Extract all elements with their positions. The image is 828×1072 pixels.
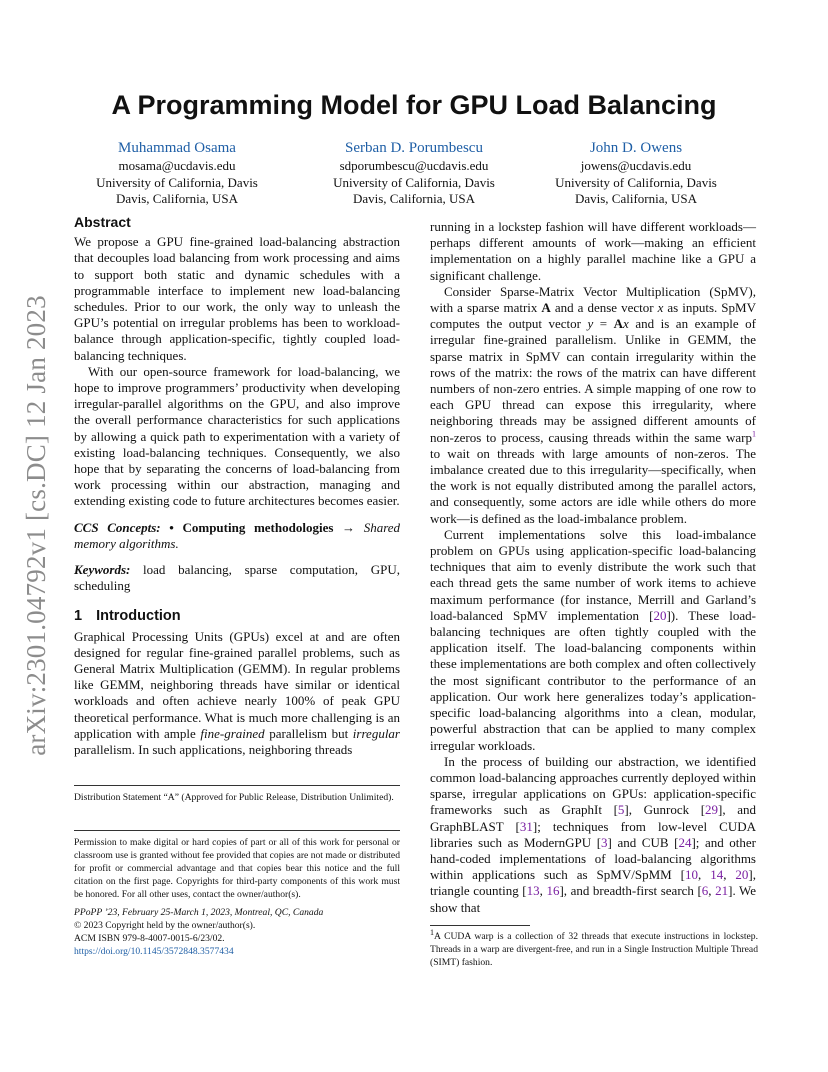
warp-footnote-text: [430, 927, 758, 969]
text-run: parallelism but: [264, 725, 353, 741]
text-run: ] and CUB [: [607, 834, 679, 850]
keywords-text: load balancing, sparse computation, GPU, scheduling: [74, 562, 400, 594]
footnote-number: 1: [430, 927, 434, 937]
conference-info: PPoPP ’23, February 25-March 1, 2023, Montreal, QC, Canada: [74, 907, 324, 918]
distribution-footnote: [74, 785, 400, 804]
ccs-label: CCS Concepts:: [74, 519, 161, 535]
section-number: 1: [74, 608, 83, 625]
intro-paragraph-1-part-2: running in a lockstep fashion will have different workloads—perhaps different amounts of work—making an efficient implementation on a highly parallel machine like a GPU a significant challenge.: [430, 219, 756, 283]
citation-link[interactable]: 20: [653, 607, 667, 623]
doi-link[interactable]: https://doi.org/10.1145/3572848.3577434: [74, 946, 234, 957]
citation-link[interactable]: 16: [546, 883, 560, 899]
arxiv-identifier-stamp: [4, 290, 68, 760]
text-run: ,: [723, 867, 736, 883]
abstract-paragraph-2: With our open-source framework for load-balancing, we hope to improve programmers’ productivity when developing irregular-parallel algorithms on the GPU, and also improve the overall performance characteristics for such applications by allowing a quick path to experimentation with a variety of existing load-balancing techniques. Consequently, we also hope that by separating the concerns of load-balancing from work processing within our abstraction, managing and extending existing code to future architectures becomes easier.: [74, 363, 400, 509]
warp-footnote: [430, 925, 758, 969]
paper-title: A Programming Model for GPU Load Balancing: [111, 90, 717, 120]
text-run: ]; techniques from low-level CUDA libraries such as ModernGPU [: [430, 818, 756, 850]
citation-link[interactable]: 21: [715, 883, 729, 899]
author-2: [299, 139, 529, 208]
distribution-statement: Distribution Statement “A” (Approved for Public Release, Distribution Unlimited).: [74, 792, 394, 803]
left-column: [74, 214, 400, 758]
permission-text: Permission to make digital or hard copies of part or all of this work for personal or classroom use is granted without fee provided that copies are not made or distributed for profit or commercial advantage and that copies bear this notice and the full citation on the first page. Copyrights for third-party components of this work must be honored. For all other uses, contact the owner/author(s).: [74, 837, 400, 900]
text-run: and is an example of irregular fine-grained parallelism. Unlike in GEMM, the sparse matrix in SpMV can contain irregularity within the rows of the matrix: the rows of the matrix can have different numbers of non-zero entries. A simple mapping of one row to each GPU thread can expose this irregularity, where neighboring threads may be assigned different amounts of non-zeros to process, causing threads within the same warp: [430, 316, 756, 445]
author-location: Davis, California, USA: [574, 191, 698, 206]
citation-link[interactable]: 20: [735, 867, 749, 883]
right-column: [430, 219, 756, 916]
keywords-label: Keywords:: [74, 562, 131, 578]
footnote-body: A CUDA warp is a collection of 32 threads that execute instructions in lockstep. Threads in a warp are divergent-free, and run in a Single Instruction Multiple Thread (SIMT) fashion.: [430, 931, 758, 968]
text-run: ,: [697, 867, 711, 883]
emphasis: fine-grained: [200, 725, 265, 741]
author-email: mosama@ucdavis.edu: [118, 158, 236, 173]
author-affiliation: University of California, Davis: [333, 174, 495, 190]
ccs-subterm: Shared memory algorithms.: [74, 519, 401, 551]
citation-link[interactable]: 6: [701, 883, 709, 899]
author-1: [62, 139, 292, 208]
author-email: sdporumbescu@ucdavis.edu: [339, 158, 489, 173]
text-run: ,: [708, 883, 716, 899]
isbn-line: ACM ISBN 979-8-4007-0015-6/23/02.: [74, 933, 225, 944]
text-run: ], and breadth-first search [: [559, 883, 702, 899]
doi-line[interactable]: [74, 945, 400, 958]
text-run: ], triangle counting [: [430, 867, 757, 899]
text-run: Graphical Processing Units (GPUs) excel at and are often designed for regular fine-grained parallel problems, such as General Matrix Multiplication (GEMM). In regular problems like GEMM, neighboring threads have similar or identical workloads and often achieve nearly 100% of peak GPU theoretical performance. What is much more challenging is an application with ample: [74, 628, 400, 741]
text-run: ,: [539, 883, 547, 899]
ccs-arrow: →: [342, 519, 356, 535]
text-run: as inputs. SpMV computes the output vector: [430, 300, 756, 332]
emphasis: irregular: [352, 725, 400, 741]
text-run: and a dense vector: [550, 300, 658, 316]
citation-link[interactable]: 31: [519, 818, 533, 834]
text-run: ]. We show that: [430, 883, 757, 915]
author-email: jowens@ucdavis.edu: [580, 158, 692, 173]
ccs-term: Computing methodologies: [182, 519, 334, 535]
permission-block: [74, 830, 400, 958]
citation-link[interactable]: 3: [601, 834, 608, 850]
author-name: Muhammad Osama: [118, 140, 236, 156]
text-run: Consider Sparse-Matrix Vector Multiplication (SpMV), with a sparse matrix: [430, 283, 756, 316]
text-run: Current implementations solve this load-imbalance problem on GPUs using application-specific load-balancing techniques that aim to evenly distribute the work such that each thread gets the same number of work items to achieve maximum performance (for instance, Merrill and Garland’s load-balanced SpMV implementation [: [430, 526, 756, 623]
text-run: ], and GraphBLAST [: [430, 802, 756, 834]
citation-link[interactable]: 5: [617, 802, 625, 818]
matrix-symbol: A: [541, 300, 551, 316]
section-title: Introduction: [96, 608, 181, 625]
output-symbol: y: [587, 316, 594, 332]
author-affiliation: University of California, Davis: [96, 174, 258, 190]
abstract-paragraph-1: We propose a GPU fine-grained load-balancing abstraction that decouples load balancing from work processing and aims to support both static and dynamic schedules with a programmable interface to implement new load-balancing schedules. Prior to our work, the only way to unleash the GPU’s potential on irregular problems has been to workload-balance through application-specific, tightly coupled load-balancing techniques.: [74, 234, 400, 363]
arxiv-id-text: arXiv:2301.04792v1 [cs.DC] 12 Jan 2023: [20, 294, 51, 756]
author-location: Davis, California, USA: [115, 191, 239, 206]
copyright-line: © 2023 Copyright held by the owner/author(s).: [74, 920, 256, 931]
footnote-rule: [430, 925, 530, 926]
text-run: In the process of building our abstraction, we identified common load-balancing approaches currently deployed within sparse, irregular applications on GPUs: application-specific frameworks such as GraphIt [: [430, 753, 756, 818]
intro-paragraph-1-part-1: [74, 629, 400, 759]
equals-sign: =: [593, 316, 614, 332]
ccs-concepts: [74, 520, 400, 552]
footnote-marker[interactable]: 1: [752, 429, 756, 439]
vector-symbol: x: [623, 316, 629, 332]
text-run: ], Gunrock [: [624, 802, 706, 818]
section-heading-introduction: [74, 608, 400, 624]
citation-link[interactable]: 24: [678, 834, 692, 850]
ccs-bullet: •: [169, 519, 174, 535]
intro-paragraph-4: [430, 754, 756, 916]
author-3: [521, 139, 751, 208]
intro-paragraph-3: [430, 527, 756, 754]
permission-rule: [74, 830, 400, 831]
citation-link[interactable]: 10: [684, 867, 698, 883]
text-run: to wait on threads with large amounts of non-zeros. The imbalance created due to this irregularity—specifically, when the work is not equally distributed among the parallel actors, and consequently, some actors are idle while others do more work—is defined as the load-imbalance problem.: [430, 445, 756, 526]
matrix-symbol: A: [613, 316, 624, 332]
abstract-heading: Abstract: [74, 214, 131, 230]
citation-link[interactable]: 14: [710, 867, 724, 883]
intro-paragraph-2: [430, 284, 756, 527]
footnote-rule: [74, 785, 400, 786]
vector-symbol: x: [657, 300, 664, 316]
author-location: Davis, California, USA: [352, 191, 476, 206]
text-run: ]). These load-balancing techniques are often tightly coupled with the application itself. The load-balancing components within these implementations are both complex and often collectively the most significant contributor to the performance of an application. Our work here generalizes today’s application-specific load-balancing algorithms into a clean, modular, powerful abstraction that can be applied to many complex irregular workloads.: [430, 607, 756, 753]
text-run: parallelism. In such applications, neighboring threads: [74, 742, 353, 758]
author-affiliation: University of California, Davis: [555, 174, 717, 190]
citation-link[interactable]: 13: [526, 883, 540, 899]
text-run: ]; and other hand-coded implementations of load-balancing algorithms within applications such as SpMV/SpMM [: [430, 834, 757, 883]
author-name: John D. Owens: [589, 140, 683, 156]
keywords: [74, 562, 400, 594]
citation-link[interactable]: 29: [705, 802, 719, 818]
author-name: Serban D. Porumbescu: [345, 140, 483, 156]
